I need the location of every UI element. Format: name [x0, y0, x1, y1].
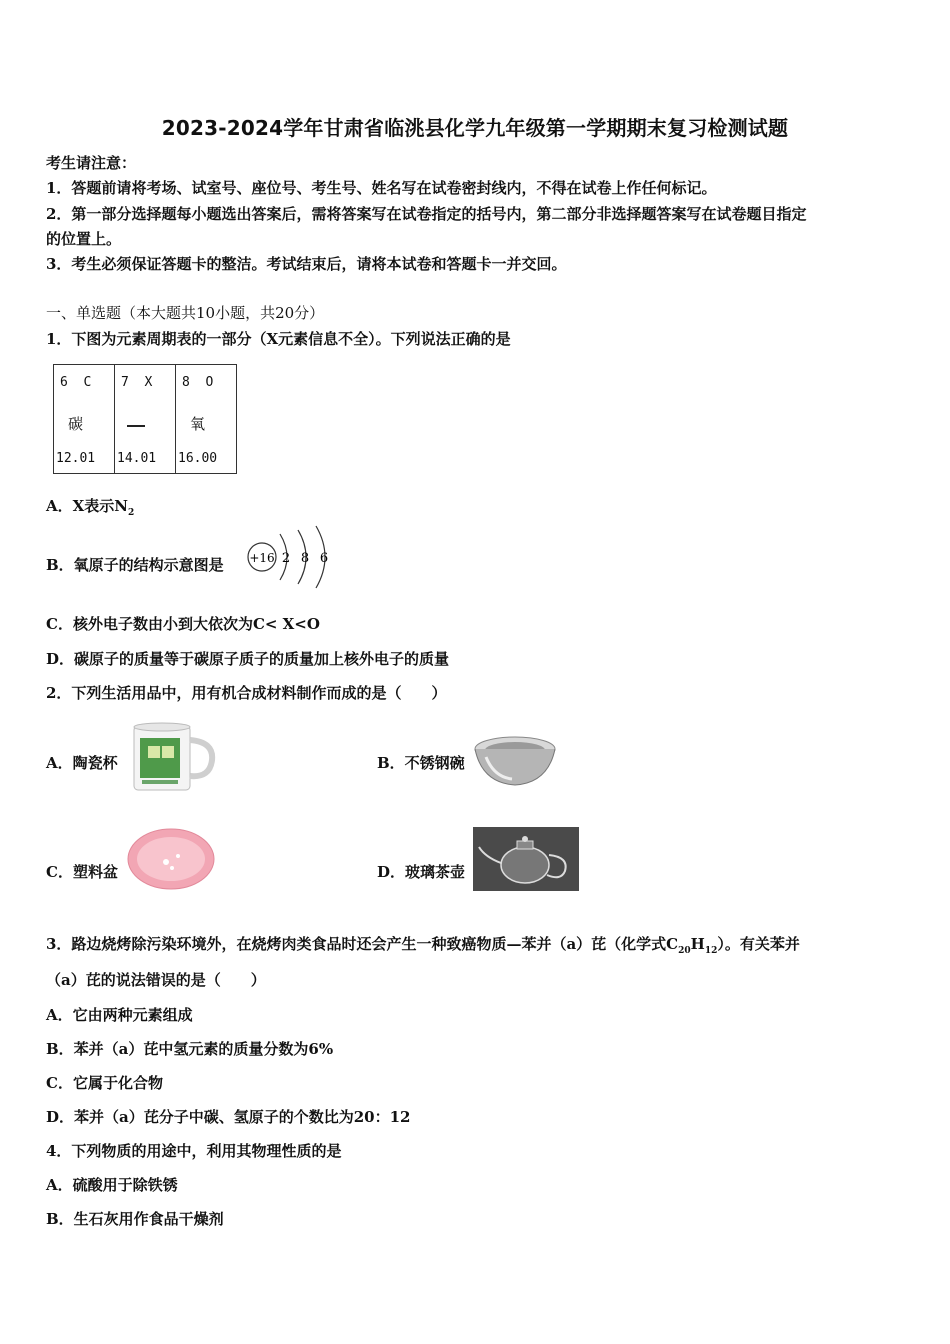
shell-electrons-3: 6 [319, 551, 329, 566]
q4-option-a: A．硫酸用于除铁锈 [46, 1176, 178, 1194]
ceramic-cup-image [130, 720, 218, 794]
q3-stem-cont: （a）芘的说法错误的是（ ） [46, 971, 266, 989]
element-number-symbol: 8 O [182, 375, 214, 390]
element-mass: 12.01 [56, 451, 96, 466]
nucleus-charge: +16 [249, 551, 275, 565]
element-name: 碳 [68, 415, 84, 433]
shell-electrons-1: 2 [281, 551, 291, 566]
q2-option-c: C．塑料盆 [46, 863, 118, 881]
element-name: 氧 [190, 415, 206, 433]
q2-option-d: D．玻璃茶壶 [377, 863, 466, 881]
page-title: 2023-2024学年甘肃省临洮县化学九年级第一学期期末复习检测试题 [161, 116, 789, 140]
glass-teapot-image [473, 827, 579, 891]
q1-option-a: A．X表示$N_2$ [46, 497, 135, 518]
periodic-table-fragment [53, 364, 237, 474]
q3-option-d: D．苯并（a）芘分子中碳、氢原子的个数比为20：12 [46, 1108, 411, 1126]
element-name-blank [127, 425, 145, 427]
element-number-symbol: 6 C [60, 375, 92, 390]
q1-stem: 1．下图为元素周期表的一部分（X元素信息不全）。下列说法正确的是 [46, 330, 511, 348]
plastic-basin-image [126, 826, 216, 892]
notice-item-3: 3．考生必须保证答题卡的整洁。考试结束后，请将本试卷和答题卡一并交回。 [46, 255, 567, 273]
q1-option-d: D．碳原子的质量等于碳原子质子的质量加上核外电子的质量 [46, 650, 450, 668]
section-heading: 一、单选题（本大题共10小题，共20分） [46, 304, 325, 322]
q2-option-a: A．陶瓷杯 [46, 754, 118, 772]
element-mass: 14.01 [117, 451, 157, 466]
element-number-symbol: 7 X [121, 375, 153, 390]
q3-stem: 3．路边烧烤除污染环境外，在烧烤肉类食品时还会产生一种致癌物质—苯并（a）芘（化学式$C_{20}H_{12}$）。有关苯并 [46, 935, 800, 956]
notice-item-2-cont: 的位置上。 [46, 230, 122, 248]
element-cell-oxygen [176, 365, 237, 474]
element-cell-carbon [54, 365, 115, 474]
q1-option-c: C．核外电子数由小到大依次为C< X<O [46, 615, 320, 633]
oxygen-atom-structure-diagram [244, 524, 334, 590]
stainless-steel-bowl-image [472, 733, 558, 789]
element-cell-x [115, 365, 176, 474]
q3-option-b: B．苯并（a）芘中氢元素的质量分数为6% [46, 1040, 334, 1058]
notice-item-1: 1．答题前请将考场、试室号、座位号、考生号、姓名写在试卷密封线内，不得在试卷上作任何标记。 [46, 179, 717, 197]
q2-option-b: B．不锈钢碗 [377, 754, 465, 772]
q3-option-a: A．它由两种元素组成 [46, 1006, 193, 1024]
q4-stem: 4．下列物质的用途中，利用其物理性质的是 [46, 1142, 342, 1160]
notice-item-2: 2．第一部分选择题每小题选出答案后，需将答案写在试卷指定的括号内，第二部分非选择题答案写在试卷题目指定 [46, 205, 807, 223]
element-mass: 16.00 [178, 451, 218, 466]
shell-electrons-2: 8 [300, 551, 310, 566]
q3-option-c: C．它属于化合物 [46, 1074, 163, 1092]
notice-heading: 考生请注意： [46, 154, 137, 172]
q2-stem: 2．下列生活用品中，用有机合成材料制作而成的是（ ） [46, 684, 447, 702]
q4-option-b: B．生石灰用作食品干燥剂 [46, 1210, 224, 1228]
q1-option-b: B．氧原子的结构示意图是 [46, 556, 224, 574]
